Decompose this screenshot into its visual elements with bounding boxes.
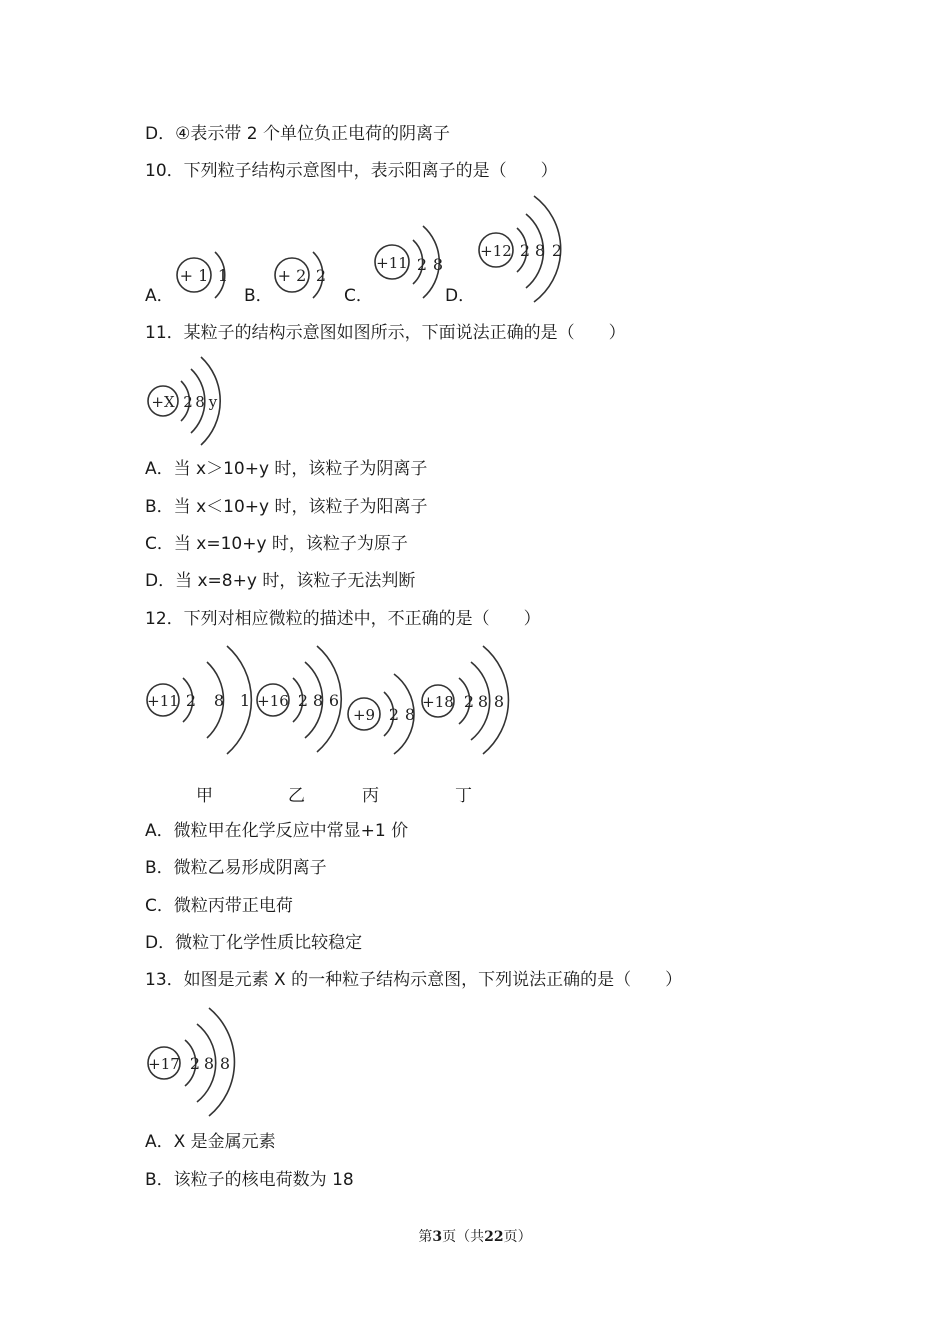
q13-stem: 13．如图是元素 X 的一种粒子结构示意图，下列说法正确的是（ ）: [145, 970, 683, 990]
q10-label-d: D．: [445, 286, 476, 306]
q11-diagram: [145, 355, 235, 447]
q12-ding-nucleus: +18: [422, 693, 454, 711]
q10-label-a: A．: [145, 286, 174, 306]
q10-label-c: C．: [344, 286, 373, 306]
q12-caption-ding: 丁: [455, 786, 472, 806]
q12-option-d: D．微粒丁化学性质比较稳定: [145, 933, 363, 953]
q11-shell-3: y: [208, 393, 218, 411]
footer-suffix: 页）: [503, 1229, 532, 1245]
q10-c-nucleus: +11: [376, 254, 408, 272]
q10-stem: 10．下列粒子结构示意图中，表示阳离子的是（ ）: [145, 161, 558, 181]
q10-diagram-b: [268, 240, 338, 310]
q12-ding-shell-2: 8: [477, 692, 489, 711]
q10-c-shell-2: 8: [432, 255, 444, 274]
q9-option-d: D．④表示带 2 个单位负正电荷的阴离子: [145, 124, 450, 144]
q13-diagram: [145, 1006, 245, 1118]
q12-option-b: B．微粒乙易形成阴离子: [145, 858, 327, 878]
q10-c-shell-1: 2: [416, 255, 428, 274]
q13-option-a: A．X 是金属元素: [145, 1132, 276, 1152]
footer-prefix: 第: [418, 1229, 433, 1245]
q11-shell-2: 8: [195, 393, 205, 411]
q13-shell-3: 8: [219, 1054, 231, 1073]
q12-caption-jia: 甲: [196, 786, 213, 806]
q10-d-shell-3: 2: [551, 241, 563, 260]
q12-jia-nucleus: +11: [147, 692, 179, 710]
q11-shell-1: 2: [183, 393, 193, 411]
q10-b-shell-1: 2: [315, 266, 327, 285]
q12-bing-shell-2: 8: [404, 705, 416, 724]
q11-nucleus: +X: [151, 393, 175, 411]
q13-shell-2: 8: [203, 1054, 215, 1073]
q10-a-shell-1: 1: [217, 266, 229, 285]
q12-caption-bing: 丙: [362, 786, 379, 806]
q12-yi-shell-2: 8: [312, 691, 324, 710]
q11-option-b: B．当 x＜10+y 时，该粒子为阳离子: [145, 497, 428, 517]
footer-page-number: 3: [432, 1229, 443, 1245]
q11-option-d: D．当 x=8+y 时，该粒子无法判断: [145, 571, 416, 591]
q10-b-nucleus: + 2: [277, 266, 307, 285]
q12-jia-shell-1: 2: [185, 691, 197, 710]
footer-mid: 页（共: [442, 1229, 485, 1245]
q13-option-b: B．该粒子的核电荷数为 18: [145, 1170, 354, 1190]
q12-bing-nucleus: +9: [352, 706, 376, 724]
q12-yi-shell-3: 6: [328, 691, 340, 710]
q12-jia-shell-2: 8: [213, 691, 225, 710]
footer-total-pages: 22: [484, 1229, 504, 1245]
q10-d-nucleus: +12: [480, 242, 512, 260]
q10-label-b: B．: [244, 286, 273, 306]
q10-diagram-a: [170, 240, 240, 310]
page-footer: [0, 1226, 950, 1246]
q10-d-shell-2: 8: [534, 241, 546, 260]
q12-yi-shell-1: 2: [297, 691, 309, 710]
q10-a-nucleus: + 1: [179, 266, 209, 285]
q13-nucleus: +17: [148, 1055, 180, 1073]
q12-jia-shell-3: 1: [239, 691, 251, 710]
q12-option-c: C．微粒丙带正电荷: [145, 896, 293, 916]
q10-diagram-d: [474, 192, 574, 304]
q12-ding-shell-3: 8: [493, 692, 505, 711]
q12-option-a: A．微粒甲在化学反应中常显+1 价: [145, 821, 409, 841]
q12-diagram-ding: [419, 644, 519, 756]
q11-option-c: C．当 x=10+y 时，该粒子为原子: [145, 534, 408, 554]
q12-yi-nucleus: +16: [257, 692, 289, 710]
q13-shell-1: 2: [189, 1054, 201, 1073]
q12-diagram-yi: [255, 644, 350, 754]
q10-d-shell-1: 2: [519, 241, 531, 260]
q12-bing-shell-1: 2: [388, 705, 400, 724]
q12-ding-shell-1: 2: [463, 692, 475, 711]
q12-diagram-jia: [145, 642, 255, 760]
q12-diagram-bing: [344, 666, 424, 756]
q11-stem: 11．某粒子的结构示意图如图所示，下面说法正确的是（ ）: [145, 323, 626, 343]
q11-option-a: A．当 x＞10+y 时，该粒子为阴离子: [145, 459, 428, 479]
q12-caption-yi: 乙: [288, 786, 305, 806]
q12-stem: 12．下列对相应微粒的描述中，不正确的是（ ）: [145, 609, 541, 629]
